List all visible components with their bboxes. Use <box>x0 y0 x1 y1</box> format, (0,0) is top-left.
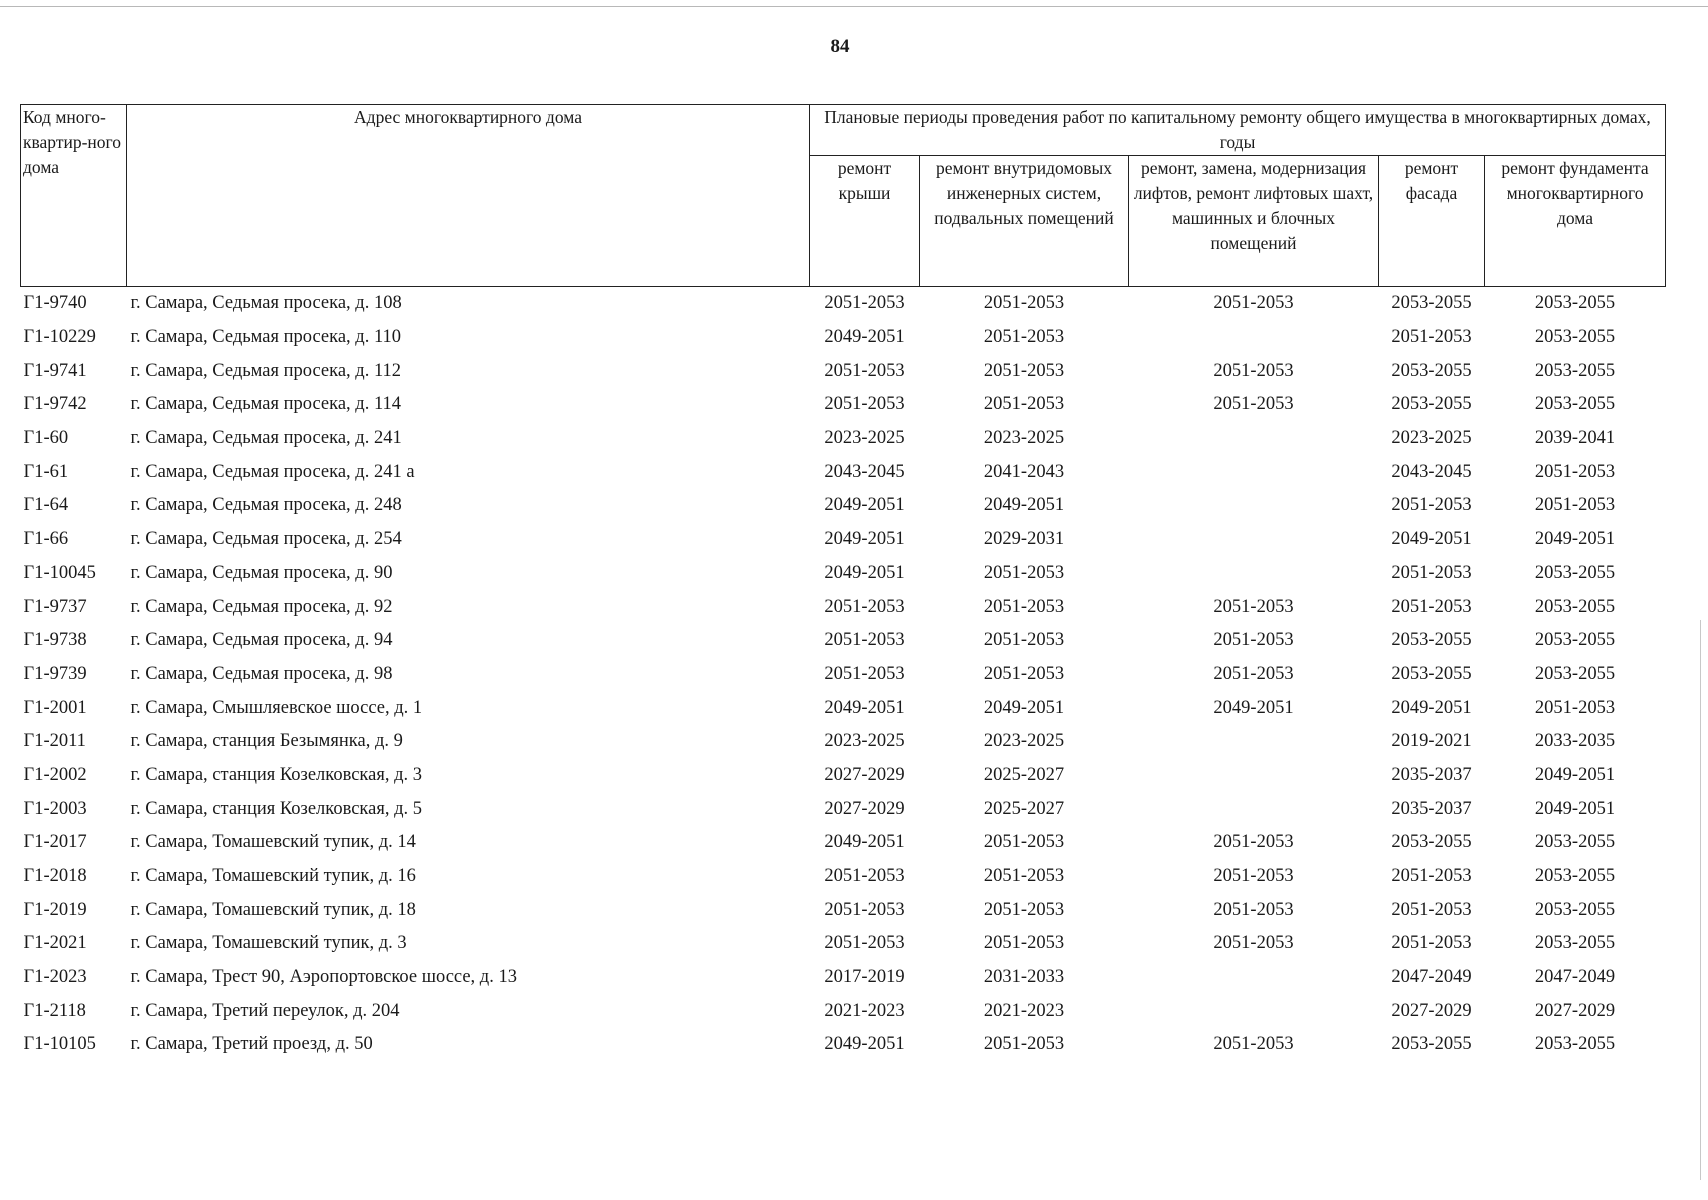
facade-repair-period: 2047-2049 <box>1391 967 1472 988</box>
internal-systems-period: 2029-2031 <box>983 529 1065 550</box>
table-row <box>21 354 1666 388</box>
table-row <box>21 893 1666 927</box>
facade-repair-period: 2035-2037 <box>1391 764 1472 785</box>
facade-repair-period: 2019-2021 <box>1391 731 1472 752</box>
table-body <box>21 287 1666 1062</box>
table-row <box>21 523 1666 557</box>
roof-repair-period: 2049-2051 <box>824 562 905 583</box>
internal-systems-period: 2023-2025 <box>983 731 1065 752</box>
house-address: г. Самара, Третий проезд, д. 50 <box>130 1034 373 1055</box>
foundation-repair-period: 2053-2055 <box>1534 832 1616 853</box>
capital-repair-schedule-table <box>20 104 1666 1062</box>
internal-systems-period: 2021-2023 <box>983 1000 1065 1021</box>
internal-systems-period: 2051-2053 <box>983 360 1065 381</box>
house-code: Г1-2001 <box>23 697 87 718</box>
foundation-repair-period: 2049-2051 <box>1534 764 1616 785</box>
facade-repair-period: 2027-2029 <box>1391 1000 1472 1021</box>
table-row <box>21 1028 1666 1062</box>
table-row <box>21 691 1666 725</box>
house-address: г. Самара, Седьмая просека, д. 254 <box>130 529 402 550</box>
facade-repair-period: 2053-2055 <box>1391 293 1472 314</box>
roof-repair-period: 2017-2019 <box>824 967 905 988</box>
lift-repair-period: 2049-2051 <box>1213 697 1294 718</box>
scan-right-edge <box>1700 620 1701 1180</box>
foundation-repair-period: 2053-2055 <box>1534 293 1616 314</box>
house-address: г. Самара, станция Козелковская, д. 5 <box>130 798 423 819</box>
house-address: г. Самара, Трест 90, Аэропортовское шоссе, д. 13 <box>130 967 517 988</box>
house-code: Г1-10045 <box>23 562 96 583</box>
house-address: г. Самара, станция Безымянка, д. 9 <box>130 731 403 752</box>
roof-repair-period: 2023-2025 <box>824 428 905 449</box>
facade-repair-period: 2053-2055 <box>1391 1034 1472 1055</box>
house-code: Г1-66 <box>23 529 69 550</box>
table-row <box>21 792 1666 826</box>
facade-repair-period: 2051-2053 <box>1391 933 1472 954</box>
lift-repair-period: 2051-2053 <box>1213 866 1294 887</box>
lift-repair-period: 2051-2053 <box>1213 933 1294 954</box>
roof-repair-period: 2051-2053 <box>824 596 905 617</box>
lift-repair-period: 2051-2053 <box>1213 1034 1294 1055</box>
roof-repair-period: 2049-2051 <box>824 495 905 516</box>
house-address: г. Самара, Третий переулок, д. 204 <box>130 1000 400 1021</box>
house-address: г. Самара, Седьмая просека, д. 112 <box>130 360 402 381</box>
house-code: Г1-2002 <box>23 764 87 785</box>
internal-systems-period: 2051-2053 <box>983 293 1065 314</box>
scan-top-edge <box>0 6 1708 7</box>
house-address: г. Самара, станция Козелковская, д. 3 <box>130 764 423 785</box>
internal-systems-period: 2051-2053 <box>983 899 1065 920</box>
foundation-repair-period: 2051-2053 <box>1534 495 1616 516</box>
facade-repair-period: 2049-2051 <box>1391 529 1472 550</box>
internal-systems-period: 2031-2033 <box>983 967 1065 988</box>
house-address: г. Самара, Седьмая просека, д. 92 <box>130 596 393 617</box>
table-row <box>21 759 1666 793</box>
foundation-repair-period: 2053-2055 <box>1534 1034 1616 1055</box>
house-code: Г1-2017 <box>23 832 87 853</box>
internal-systems-period: 2049-2051 <box>983 697 1065 718</box>
roof-repair-period: 2049-2051 <box>824 529 905 550</box>
header-address: Адрес многоквартирного дома <box>127 105 810 287</box>
table-row <box>21 590 1666 624</box>
house-code: Г1-9740 <box>23 293 87 314</box>
roof-repair-period: 2051-2053 <box>824 394 905 415</box>
house-code: Г1-2011 <box>23 731 86 752</box>
roof-repair-period: 2051-2053 <box>824 360 905 381</box>
header-planned-periods: Плановые периоды проведения работ по капитальному ремонту общего имущества в многоквартирных домах, годы <box>810 105 1666 156</box>
internal-systems-period: 2051-2053 <box>983 663 1065 684</box>
facade-repair-period: 2051-2053 <box>1391 327 1472 348</box>
facade-repair-period: 2051-2053 <box>1391 899 1472 920</box>
roof-repair-period: 2023-2025 <box>824 731 905 752</box>
facade-repair-period: 2053-2055 <box>1391 360 1472 381</box>
lift-repair-period: 2051-2053 <box>1213 663 1294 684</box>
header-facade-repair: ремонт фасада <box>1379 156 1485 287</box>
internal-systems-period: 2051-2053 <box>983 832 1065 853</box>
roof-repair-period: 2051-2053 <box>824 663 905 684</box>
foundation-repair-period: 2049-2051 <box>1534 798 1616 819</box>
table-row <box>21 927 1666 961</box>
lift-repair-period <box>1129 321 1379 355</box>
foundation-repair-period: 2053-2055 <box>1534 327 1616 348</box>
table-row <box>21 994 1666 1028</box>
foundation-repair-period: 2053-2055 <box>1534 933 1616 954</box>
lift-repair-period: 2051-2053 <box>1213 832 1294 853</box>
internal-systems-period: 2025-2027 <box>983 798 1065 819</box>
house-address: г. Самара, Томашевский тупик, д. 14 <box>130 832 416 853</box>
lift-repair-period <box>1129 994 1379 1028</box>
roof-repair-period: 2051-2053 <box>824 899 905 920</box>
foundation-repair-period: 2053-2055 <box>1534 866 1616 887</box>
house-address: г. Самара, Седьмая просека, д. 98 <box>130 663 393 684</box>
roof-repair-period: 2049-2051 <box>824 832 905 853</box>
page-number: 84 <box>830 36 850 57</box>
table-row <box>21 388 1666 422</box>
house-code: Г1-2019 <box>23 899 87 920</box>
lift-repair-period <box>1129 557 1379 591</box>
lift-repair-period <box>1129 725 1379 759</box>
foundation-repair-period: 2033-2035 <box>1534 731 1616 752</box>
header-internal-systems-repair: ремонт внутридомовых инженерных систем, подвальных помещений <box>920 156 1129 287</box>
lift-repair-period <box>1129 455 1379 489</box>
table-row <box>21 860 1666 894</box>
house-code: Г1-60 <box>23 428 69 449</box>
internal-systems-period: 2051-2053 <box>983 596 1065 617</box>
house-address: г. Самара, Седьмая просека, д. 114 <box>130 394 402 415</box>
table-row <box>21 658 1666 692</box>
house-code: Г1-9737 <box>23 596 87 617</box>
house-address: г. Самара, Томашевский тупик, д. 3 <box>130 933 407 954</box>
roof-repair-period: 2027-2029 <box>824 798 905 819</box>
lift-repair-period <box>1129 792 1379 826</box>
house-address: г. Самара, Смышляевское шоссе, д. 1 <box>130 697 423 718</box>
house-address: г. Самара, Томашевский тупик, д. 18 <box>130 899 416 920</box>
internal-systems-period: 2049-2051 <box>983 495 1065 516</box>
facade-repair-period: 2053-2055 <box>1391 832 1472 853</box>
house-code: Г1-9742 <box>23 394 87 415</box>
lift-repair-period: 2051-2053 <box>1213 630 1294 651</box>
house-code: Г1-61 <box>23 461 69 482</box>
foundation-repair-period: 2039-2041 <box>1534 428 1616 449</box>
roof-repair-period: 2049-2051 <box>824 697 905 718</box>
house-code: Г1-2021 <box>23 933 87 954</box>
foundation-repair-period: 2049-2051 <box>1534 529 1616 550</box>
house-address: г. Самара, Томашевский тупик, д. 16 <box>130 866 416 887</box>
roof-repair-period: 2051-2053 <box>824 933 905 954</box>
house-address: г. Самара, Седьмая просека, д. 94 <box>130 630 393 651</box>
table-row <box>21 422 1666 456</box>
house-address: г. Самара, Седьмая просека, д. 110 <box>130 327 402 348</box>
header-lift-repair: ремонт, замена, модернизация лифтов, ремонт лифтовых шахт, машинных и блочных помещений <box>1129 156 1379 287</box>
foundation-repair-period: 2051-2053 <box>1534 697 1616 718</box>
foundation-repair-period: 2053-2055 <box>1534 630 1616 651</box>
house-code: Г1-2023 <box>23 967 87 988</box>
foundation-repair-period: 2053-2055 <box>1534 596 1616 617</box>
facade-repair-period: 2051-2053 <box>1391 866 1472 887</box>
internal-systems-period: 2051-2053 <box>983 327 1065 348</box>
house-code: Г1-9739 <box>23 663 87 684</box>
house-code: Г1-64 <box>23 495 69 516</box>
house-address: г. Самара, Седьмая просека, д. 248 <box>130 495 402 516</box>
house-code: Г1-9738 <box>23 630 87 651</box>
roof-repair-period: 2043-2045 <box>824 461 905 482</box>
table-row <box>21 455 1666 489</box>
foundation-repair-period: 2053-2055 <box>1534 562 1616 583</box>
house-code: Г1-9741 <box>23 360 87 381</box>
lift-repair-period: 2051-2053 <box>1213 596 1294 617</box>
header-foundation-repair: ремонт фундамента многоквартирного дома <box>1485 156 1666 287</box>
foundation-repair-period: 2051-2053 <box>1534 461 1616 482</box>
lift-repair-period <box>1129 523 1379 557</box>
house-address: г. Самара, Седьмая просека, д. 241 <box>130 428 402 449</box>
house-code: Г1-2118 <box>23 1000 86 1021</box>
facade-repair-period: 2049-2051 <box>1391 697 1472 718</box>
table-row <box>21 826 1666 860</box>
internal-systems-period: 2041-2043 <box>983 461 1065 482</box>
lift-repair-period <box>1129 759 1379 793</box>
foundation-repair-period: 2053-2055 <box>1534 360 1616 381</box>
house-address: г. Самара, Седьмая просека, д. 90 <box>130 562 393 583</box>
lift-repair-period: 2051-2053 <box>1213 899 1294 920</box>
table-row <box>21 287 1666 321</box>
roof-repair-period: 2051-2053 <box>824 293 905 314</box>
house-code: Г1-10229 <box>23 327 96 348</box>
header-code: Код много-квартир-ного дома <box>21 105 127 287</box>
foundation-repair-period: 2027-2029 <box>1534 1000 1616 1021</box>
lift-repair-period <box>1129 422 1379 456</box>
lift-repair-period: 2051-2053 <box>1213 360 1294 381</box>
roof-repair-period: 2051-2053 <box>824 630 905 651</box>
internal-systems-period: 2051-2053 <box>983 630 1065 651</box>
table-row <box>21 489 1666 523</box>
header-roof-repair: ремонт крыши <box>810 156 920 287</box>
internal-systems-period: 2051-2053 <box>983 866 1065 887</box>
foundation-repair-period: 2053-2055 <box>1534 899 1616 920</box>
lift-repair-period: 2051-2053 <box>1213 394 1294 415</box>
lift-repair-period <box>1129 961 1379 995</box>
house-code: Г1-10105 <box>23 1034 96 1055</box>
facade-repair-period: 2035-2037 <box>1391 798 1472 819</box>
facade-repair-period: 2023-2025 <box>1391 428 1472 449</box>
table-row <box>21 624 1666 658</box>
house-address: г. Самара, Седьмая просека, д. 241 а <box>130 461 415 482</box>
internal-systems-period: 2051-2053 <box>983 562 1065 583</box>
table-row <box>21 961 1666 995</box>
internal-systems-period: 2051-2053 <box>983 933 1065 954</box>
foundation-repair-period: 2053-2055 <box>1534 394 1616 415</box>
internal-systems-period: 2023-2025 <box>983 428 1065 449</box>
roof-repair-period: 2049-2051 <box>824 327 905 348</box>
facade-repair-period: 2051-2053 <box>1391 495 1472 516</box>
internal-systems-period: 2051-2053 <box>983 394 1065 415</box>
roof-repair-period: 2021-2023 <box>824 1000 905 1021</box>
roof-repair-period: 2051-2053 <box>824 866 905 887</box>
internal-systems-period: 2051-2053 <box>983 1034 1065 1055</box>
facade-repair-period: 2043-2045 <box>1391 461 1472 482</box>
facade-repair-period: 2053-2055 <box>1391 630 1472 651</box>
foundation-repair-period: 2053-2055 <box>1534 663 1616 684</box>
foundation-repair-period: 2047-2049 <box>1534 967 1616 988</box>
house-address: г. Самара, Седьмая просека, д. 108 <box>130 293 402 314</box>
lift-repair-period <box>1129 489 1379 523</box>
facade-repair-period: 2051-2053 <box>1391 596 1472 617</box>
table-header <box>21 105 1666 287</box>
house-code: Г1-2003 <box>23 798 87 819</box>
facade-repair-period: 2053-2055 <box>1391 394 1472 415</box>
roof-repair-period: 2027-2029 <box>824 764 905 785</box>
facade-repair-period: 2051-2053 <box>1391 562 1472 583</box>
table-row <box>21 321 1666 355</box>
house-code: Г1-2018 <box>23 866 87 887</box>
facade-repair-period: 2053-2055 <box>1391 663 1472 684</box>
table-row <box>21 557 1666 591</box>
internal-systems-period: 2025-2027 <box>983 764 1065 785</box>
roof-repair-period: 2049-2051 <box>824 1034 905 1055</box>
lift-repair-period: 2051-2053 <box>1213 293 1294 314</box>
table-row <box>21 725 1666 759</box>
